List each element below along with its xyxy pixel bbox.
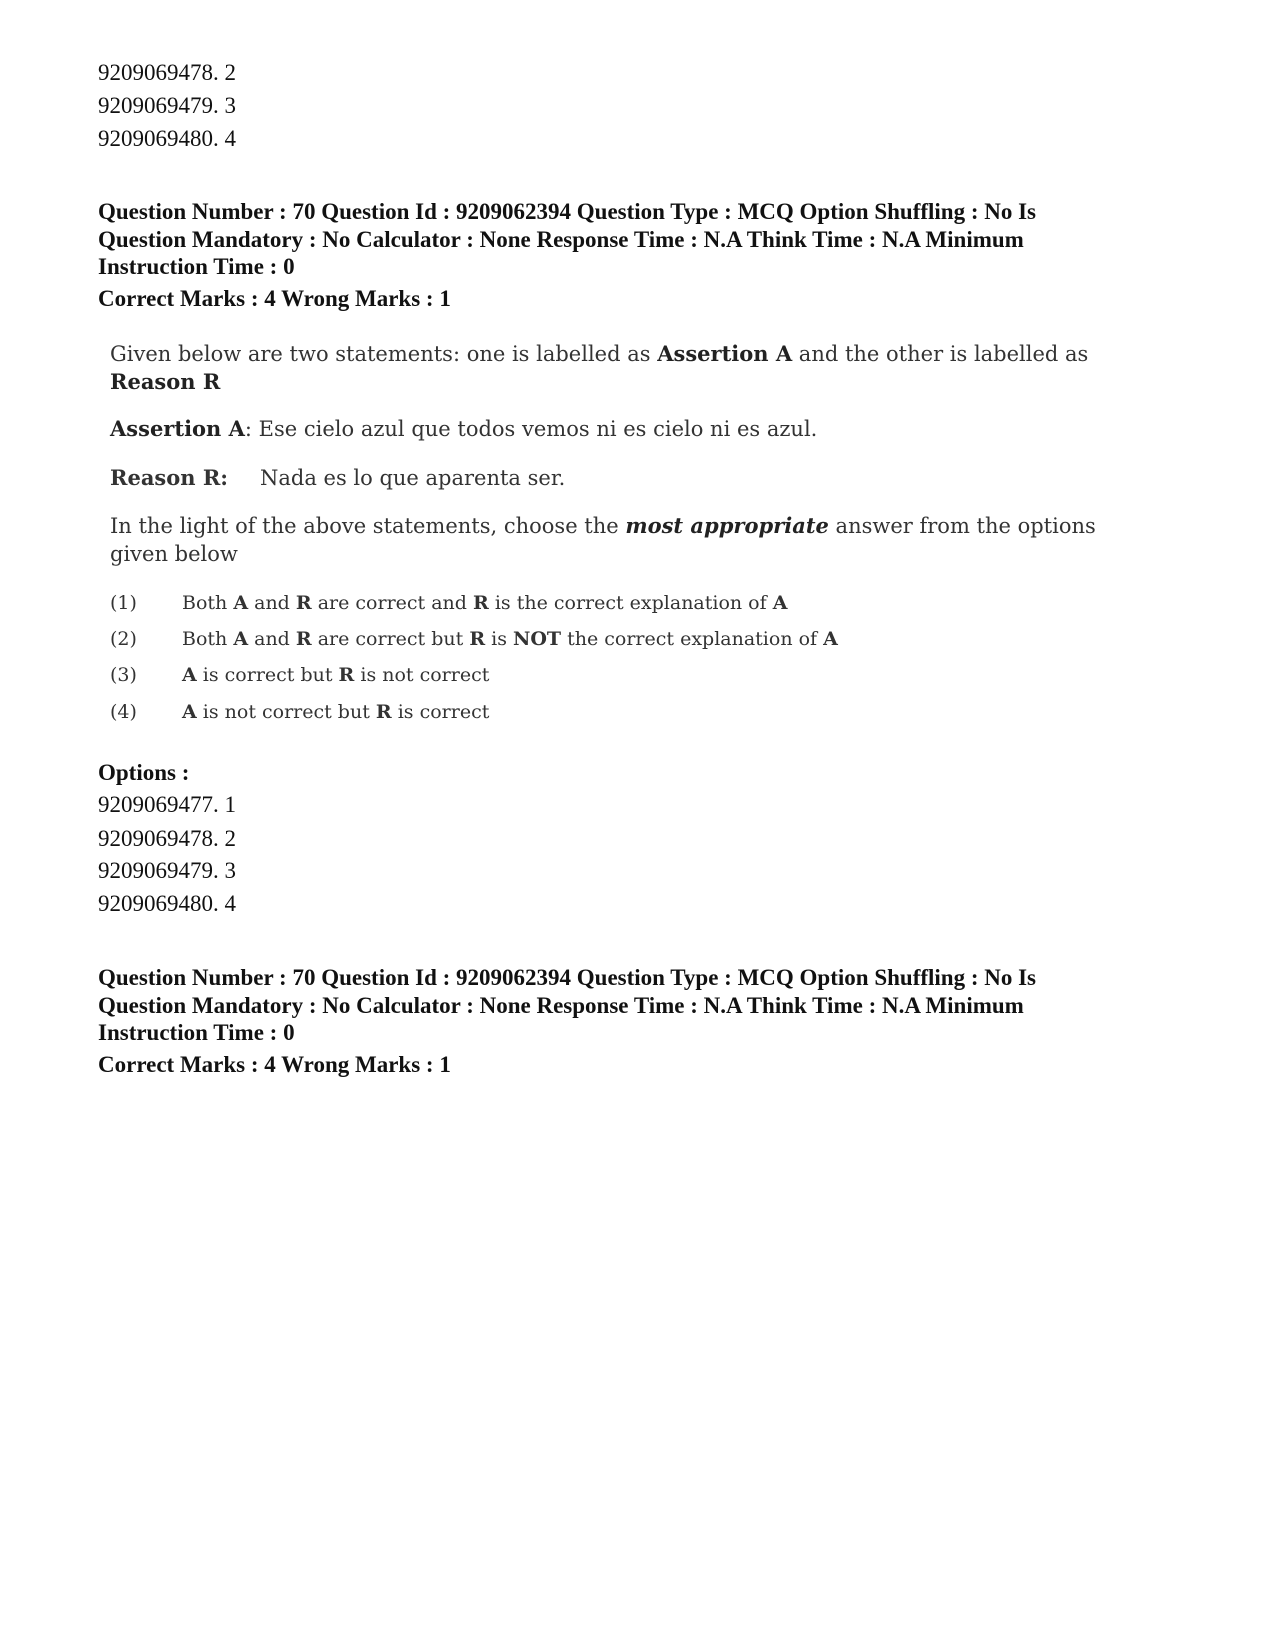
choice-number: (1) bbox=[110, 592, 137, 614]
question-meta-line: Question Number : 70 Question Id : 9209062394 Question Type : MCQ Option Shuffling : No Is bbox=[98, 199, 1037, 224]
choice-number: (4) bbox=[110, 701, 137, 723]
choice-text-bold: R bbox=[469, 628, 486, 650]
choice-text-bold: A bbox=[823, 628, 838, 650]
question-meta-line: Question Mandatory : No Calculator : None Response Time : N.A Think Time : N.A Minimum bbox=[98, 227, 1024, 252]
choice-text-run: is bbox=[485, 628, 514, 650]
option-line: 9209069479. 3 bbox=[98, 858, 236, 883]
choice-text-run: and bbox=[248, 628, 296, 650]
question-meta-line: Instruction Time : 0 bbox=[98, 254, 295, 279]
choice-text-bold: R bbox=[375, 701, 392, 723]
question-meta-line: Question Mandatory : No Calculator : None Response Time : N.A Think Time : N.A Minimum bbox=[98, 993, 1024, 1018]
choice-text bbox=[182, 699, 489, 725]
question-meta-line: Instruction Time : 0 bbox=[98, 1020, 295, 1045]
choice-text-bold: R bbox=[338, 664, 355, 686]
choice-text-bold: A bbox=[233, 628, 249, 650]
reason-label: Reason R: bbox=[110, 465, 229, 490]
choice-text-run: are correct but bbox=[311, 628, 470, 650]
choice-text-run: Both bbox=[182, 592, 234, 614]
assertion-label: Assertion A bbox=[110, 416, 245, 441]
choice-text-bold: NOT bbox=[513, 628, 562, 650]
choice-text-run: is not correct but bbox=[196, 701, 376, 723]
choice-text-bold: A bbox=[182, 701, 197, 723]
option-line: 9209069478. 2 bbox=[98, 60, 236, 85]
reason-text: Nada es lo que aparenta ser. bbox=[260, 466, 566, 490]
choice-text-bold: A bbox=[233, 592, 249, 614]
choice-text-run: the correct explanation of bbox=[561, 628, 824, 650]
option-line: 9209069480. 4 bbox=[98, 126, 236, 151]
choice-text-bold: R bbox=[295, 592, 312, 614]
choice-text-run: is not correct bbox=[354, 664, 490, 686]
choice-text-run: and bbox=[248, 592, 296, 614]
option-line: 9209069479. 3 bbox=[98, 93, 236, 118]
choice-text-bold: A bbox=[182, 664, 197, 686]
question-intro: Given below are two statements: one is labelled as Assertion A and the other is labelled as Reason R bbox=[110, 341, 1089, 394]
question-marks: Correct Marks : 4 Wrong Marks : 1 bbox=[98, 1052, 451, 1077]
choice-text-run: Both bbox=[182, 628, 234, 650]
option-line: 9209069480. 4 bbox=[98, 891, 236, 916]
choice-text bbox=[182, 662, 489, 688]
question-image bbox=[100, 340, 1110, 760]
choice-number: (3) bbox=[110, 664, 137, 686]
choice-text-bold: R bbox=[295, 628, 312, 650]
choice-text-run: are correct and bbox=[311, 592, 473, 614]
choice-text-bold: R bbox=[473, 592, 489, 614]
choice-text-run: is correct bbox=[391, 701, 490, 723]
choice-text-bold: A bbox=[772, 592, 788, 614]
choice-text bbox=[182, 626, 838, 652]
options-heading: Options : bbox=[98, 760, 190, 785]
option-line: 9209069477. 1 bbox=[98, 792, 236, 817]
instruction-emphasis: most appropriate bbox=[625, 513, 829, 538]
assertion-statement bbox=[110, 415, 1100, 443]
choice-number: (2) bbox=[110, 628, 137, 650]
choice-text-run: is correct but bbox=[196, 664, 339, 686]
option-line: 9209069478. 2 bbox=[98, 826, 236, 851]
assertion-text: : Ese cielo azul que todos vemos ni es cielo ni es azul. bbox=[244, 417, 818, 441]
question-marks: Correct Marks : 4 Wrong Marks : 1 bbox=[98, 286, 451, 311]
choice-text bbox=[182, 590, 787, 616]
question-meta-line: Question Number : 70 Question Id : 9209062394 Question Type : MCQ Option Shuffling : No Is bbox=[98, 965, 1037, 990]
question-instruction: In the light of the above statements, choose the most appropriate answer from the options given below bbox=[110, 513, 1096, 566]
choice-text-run: is the correct explanation of bbox=[488, 592, 773, 614]
